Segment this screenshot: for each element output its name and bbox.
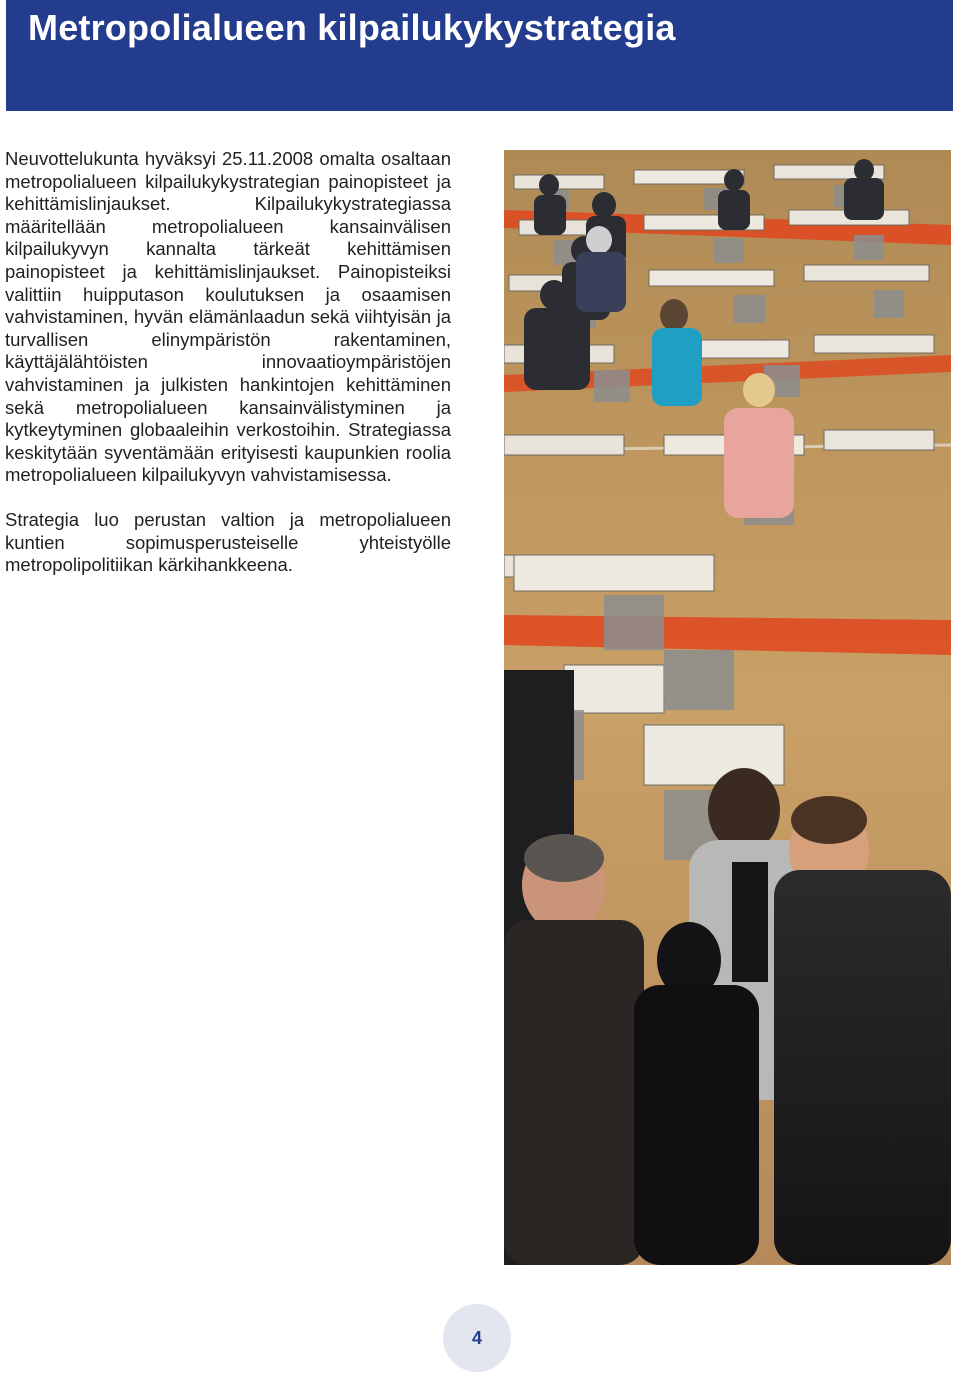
body-paragraph-1: Neuvottelukunta hyväksyi 25.11.2008 omalta osaltaan metropolialueen kilpailukykystrategian painopisteet ja kehittämislinjaukset. Kilpailukykystrategiassa määritellään metropolialueen kansainvälisen kilpailukyvyn kannalta tärkeät kehittämisen painopisteet ja kehittämislinjaukset. Painopisteiksi valittiin huipputason koulutuksen ja osaamisen vahvistaminen, hyvän elämänlaadun sekä viihtyisän ja turvallisen elinympäristön rakentaminen, käyttäjälähtöisten innovaatioympäristöjen vahvistaminen ja julkisten hankintojen kehittäminen sekä metropolialueen kansainvälistyminen ja kytkeytyminen globaaleihin verkostoihin. Strategiassa keskitytään syventämään erityisesti kaupunkien roolia metropolialueen kilpailukyvyn vahvistamisessa. [5,148,451,486]
page-number: 4 [471,1328,482,1348]
page-title: Metropolialueen kilpailukykystrategia [28,7,676,48]
body-text-column [5,148,451,577]
body-paragraph-2: Strategia luo perustan valtion ja metropolialueen kuntien sopimusperusteiselle yhteistyölle metropolipolitiikan kärkihankkeena. [5,508,451,576]
conference-photo [504,150,951,1265]
page-number-badge [443,1304,511,1372]
header-band [6,0,953,111]
